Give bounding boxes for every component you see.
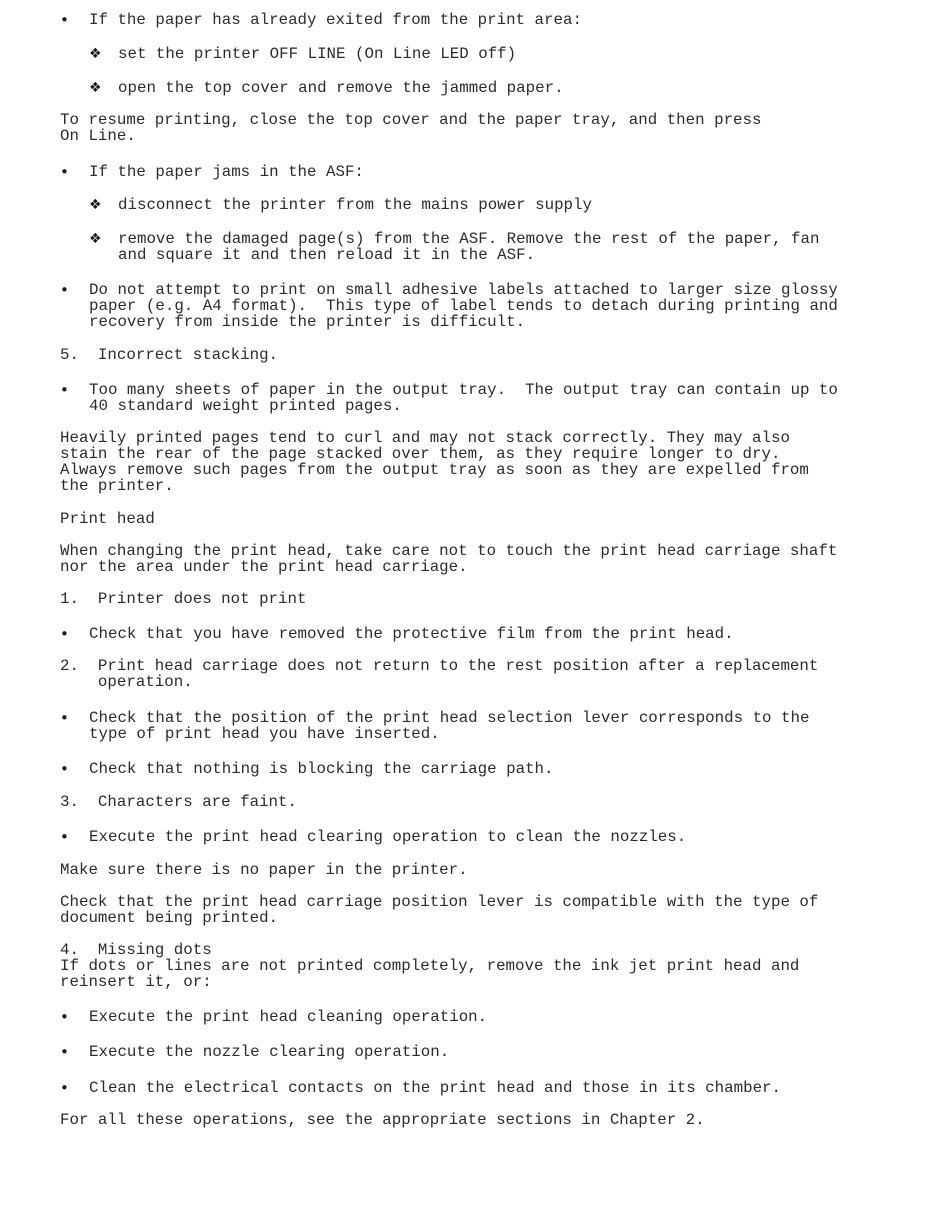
bullet-icon: •: [60, 163, 69, 181]
bullet-cleaning-operation: [60, 1009, 880, 1025]
bullet-text: If the paper has already exited from the print area:: [89, 11, 582, 29]
bullet-text: If the paper jams in the ASF:: [89, 163, 364, 181]
bullet-icon: •: [60, 709, 69, 727]
bullet-text: Too many sheets of paper in the output tray. The output tray can contain up to 40 standard weight printed pages.: [89, 381, 838, 415]
bullet-icon: •: [60, 281, 69, 299]
bullet-carriage-path: [60, 761, 880, 777]
subbullet-remove-damaged: [89, 231, 879, 263]
bullet-text: Execute the print head cleaning operation.: [89, 1008, 488, 1026]
subbullet-text: remove the damaged page(s) from the ASF. Remove the rest of the paper, fan and square it and then reload it in the ASF.: [118, 230, 820, 264]
heading-printer-does-not-print: 1. Printer does not print: [60, 590, 307, 608]
bullet-icon: •: [60, 760, 69, 778]
paragraph-heavily-printed: Heavily printed pages tend to curl and may not stack correctly. They may also stain the rear of the page stacked over them, as they require longer to dry. Always remove such pages from the output tray as soon as they are expelled from the printer.: [60, 429, 809, 495]
bullet-clear-nozzles: [60, 829, 880, 845]
heading-missing-dots: 4. Missing dots If dots or lines are not printed completely, remove the ink jet print head and reinsert it, or:: [60, 941, 800, 991]
bullet-text: Execute the print head clearing operation to clean the nozzles.: [89, 828, 687, 846]
bullet-icon: •: [60, 381, 69, 399]
subbullet-text: open the top cover and remove the jammed paper.: [118, 79, 564, 97]
bullet-text: Check that you have removed the protective film from the print head.: [89, 625, 734, 643]
heading-incorrect-stacking: 5. Incorrect stacking.: [60, 346, 279, 364]
paragraph-resume-printing: To resume printing, close the top cover and the paper tray, and then press On Line.: [60, 111, 762, 145]
bullet-protective-film: [60, 626, 880, 642]
bullet-electrical-contacts: [60, 1080, 880, 1096]
diamond-bullet-icon: ❖: [89, 80, 102, 96]
bullet-icon: •: [60, 828, 69, 846]
section-title-print-head: Print head: [60, 510, 155, 528]
bullet-adhesive-labels: [60, 282, 880, 330]
paragraph-no-paper: Make sure there is no paper in the printer.: [60, 861, 468, 879]
bullet-icon: •: [60, 625, 69, 643]
bullet-paper-exited: [60, 12, 880, 28]
bullet-icon: •: [60, 11, 69, 29]
bullet-selection-lever: [60, 710, 880, 742]
bullet-asf-jam: [60, 164, 880, 180]
bullet-icon: •: [60, 1008, 69, 1026]
bullet-text: Check that the position of the print head selection lever corresponds to the type of print head you have inserted.: [89, 709, 810, 743]
diamond-bullet-icon: ❖: [89, 197, 102, 213]
heading-carriage-return: 2. Print head carriage does not return to the rest position after a replacement operation.: [60, 657, 819, 691]
diamond-bullet-icon: ❖: [89, 231, 102, 247]
subbullet-offline: [89, 46, 879, 62]
subbullet-text: set the printer OFF LINE (On Line LED off): [118, 45, 517, 63]
bullet-icon: •: [60, 1043, 69, 1061]
bullet-output-tray: [60, 382, 880, 414]
subbullet-open-cover: [89, 80, 879, 96]
subbullet-disconnect: [89, 197, 879, 213]
paragraph-changing-print-head: When changing the print head, take care not to touch the print head carriage shaft nor the area under the print head carriage.: [60, 542, 838, 576]
paragraph-position-lever: Check that the print head carriage position lever is compatible with the type of document being printed.: [60, 893, 819, 927]
bullet-text: Execute the nozzle clearing operation.: [89, 1043, 450, 1061]
bullet-nozzle-clearing: [60, 1044, 880, 1060]
bullet-text: Clean the electrical contacts on the print head and those in its chamber.: [89, 1079, 782, 1097]
subbullet-text: disconnect the printer from the mains power supply: [118, 196, 592, 214]
bullet-icon: •: [60, 1079, 69, 1097]
bullet-text: Do not attempt to print on small adhesive labels attached to larger size glossy paper (e.g. A4 format). This type of label tends to detach during printing and recovery from inside the printer is difficult.: [89, 281, 838, 331]
paragraph-see-chapter-2: For all these operations, see the appropriate sections in Chapter 2.: [60, 1111, 705, 1129]
heading-characters-faint: 3. Characters are faint.: [60, 793, 297, 811]
bullet-text: Check that nothing is blocking the carriage path.: [89, 760, 554, 778]
diamond-bullet-icon: ❖: [89, 46, 102, 62]
